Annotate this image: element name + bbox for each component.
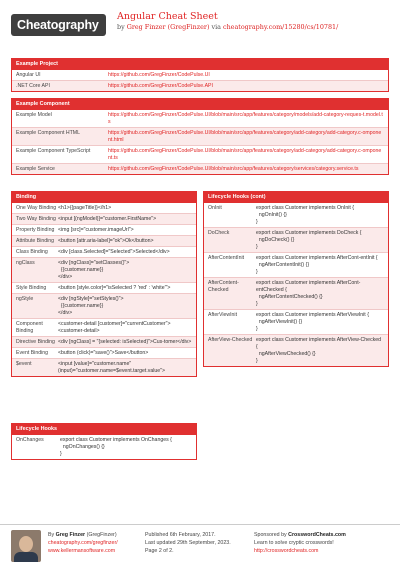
row-code: <div [ngClass]="setClasses()"> {{customer.name}} </div> [58, 259, 130, 280]
table-row [204, 203, 388, 228]
sponsor-tagline: Learn to solve cryptic crosswords! [254, 540, 334, 547]
table-row [12, 214, 196, 225]
row-code: export class Customer implements DoCheck { ngDoCheck() {} } [256, 229, 362, 250]
row-key: ngStyle [16, 295, 34, 302]
row-key: OnChanges [16, 436, 44, 443]
section-heading: Lifecycle Hooks (cont) [204, 192, 388, 203]
table-row [204, 253, 388, 278]
table-row [204, 278, 388, 310]
published-date: Published 6th February, 2017. [145, 532, 216, 538]
row-code: <input [value]="customer.name" (input)="customer.name=$event.target.value"> [58, 360, 166, 374]
table-row [12, 70, 388, 81]
page-number: Page 2 of 2. [145, 548, 174, 555]
row-key: AfterView-Checked [208, 336, 253, 343]
row-code: <div [ngClass] = "{selected: isSelected}">Cus-tomer</div> [58, 338, 192, 345]
row-key: Directive Binding [16, 338, 55, 345]
row-key: Example Service [16, 165, 55, 172]
table-row [12, 164, 388, 174]
table-row [12, 359, 196, 376]
row-code: <button [attr.aria-label]="ok">Ok</button> [58, 237, 154, 244]
row-link[interactable]: https://github.com/GregFinzer/CodePulse.UI/blob/main/src/app/features/category/add-category/add-category.c-omponent.html [108, 129, 382, 143]
row-code: export class Customer implements OnChanges { ngOnChanges() {} } [60, 436, 172, 457]
table-row [12, 435, 196, 459]
row-code: <div [class.Selected]="Selected">Selected</div> [58, 248, 170, 255]
row-code: export class Customer implements OnInit { ngOnInit() {} } [256, 204, 355, 225]
row-key: AfterContentInit [208, 254, 245, 261]
footer-author-url[interactable]: cheatography.com/gregfinzer/ [48, 540, 118, 547]
row-key: Example Component HTML [16, 129, 81, 136]
table-row [12, 81, 388, 91]
sponsor-prefix: Sponsored by [254, 532, 289, 538]
row-code: <img [src]="customer.imageUrl"> [58, 226, 134, 233]
footer-author-name[interactable]: Greg Finzer [55, 532, 86, 538]
table-row [12, 294, 196, 319]
row-link[interactable]: https://github.com/GregFinzer/CodePulse.UI/blob/main/src/app/features/category/services/category.service.ts [108, 165, 359, 172]
lifecycle-section [11, 423, 197, 460]
row-key: .NET Core API [16, 82, 50, 89]
table-row [12, 110, 388, 128]
avatar-face [19, 536, 33, 552]
table-row [12, 247, 196, 258]
byline-via: via [209, 23, 223, 31]
row-link[interactable]: https://github.com/GregFinzer/CodePulse.API [108, 82, 213, 89]
table-row [12, 236, 196, 247]
row-code: export class Customer implements AfterView-Checked { ngAfterViewChecked() {} } [256, 336, 382, 364]
row-key: Class Binding [16, 248, 48, 255]
example-project-section [11, 58, 389, 92]
sponsor-url[interactable]: http://crosswordcheats.com [254, 548, 319, 555]
row-key: Example Component TypeScript [16, 147, 91, 154]
cheatography-logo[interactable] [11, 14, 106, 36]
table-row [12, 225, 196, 236]
row-code: export class Customer implements AfterViewInit { ngAfterViewInit() {} } [256, 311, 369, 332]
row-code: <customer-detail [customer]="currentCustomer"> <customer-detail> [58, 320, 171, 334]
logo-text: Cheatography [17, 18, 99, 32]
byline [117, 23, 338, 32]
footer-site-link[interactable]: www.kellermansoftware.com [48, 548, 116, 555]
row-key: Attribute Binding [16, 237, 55, 244]
section-heading: Lifecycle Hooks [12, 424, 196, 435]
updated-date: Last updated 29th September, 2023. [145, 540, 231, 547]
table-row [204, 228, 388, 253]
row-code: export class Customer implements AfterCont-entChecked { ngAfterContentChecked() {} } [256, 279, 361, 307]
row-code: <div [ngStyle]="setStyles()"> {{customer.name}} </div> [58, 295, 124, 316]
sheet-url-link[interactable]: cheatography.com/15280/cs/10781/ [222, 23, 339, 31]
row-key: Style Binding [16, 284, 47, 291]
row-key: Property Binding [16, 226, 55, 233]
row-key: AfterContent-Checked [208, 279, 239, 293]
row-code: <button [style.color]="isSelected ? 'red' : 'white'"> [58, 284, 171, 291]
row-link[interactable]: https://github.com/GregFinzer/CodePulse.UI/blob/main/src/app/features/category/add-category/add-category.c-omponent.ts [108, 147, 382, 161]
row-link[interactable]: https://github.com/GregFinzer/CodePulse.UI [108, 71, 210, 78]
section-heading: Binding [12, 192, 196, 203]
row-key: OnInit [208, 204, 222, 211]
table-row [12, 319, 196, 337]
lifecycle-cont-section [203, 191, 389, 367]
row-key: Event Binding [16, 349, 49, 356]
row-key: Component Binding [16, 320, 43, 334]
row-code: <h1>{{pageTitle}}</h1> [58, 204, 112, 211]
row-code: <input [(ngModel)]="customer.FirstName"> [58, 215, 157, 222]
row-key: Two Way Binding [16, 215, 56, 222]
page-footer [0, 524, 400, 566]
page-title: Angular Cheat Sheet [117, 11, 218, 22]
row-code: <button (click)="save()">Save</button> [58, 349, 149, 356]
table-row [12, 128, 388, 146]
page-header [0, 0, 400, 48]
binding-section [11, 191, 197, 377]
table-row [12, 337, 196, 348]
by-label: By [48, 532, 56, 538]
row-key: AfterViewInit [208, 311, 238, 318]
row-code: export class Customer implements AfterCont-entInit { ngAfterContentInit() {} } [256, 254, 378, 275]
footer-handle: (GregFinzer) [85, 532, 117, 538]
row-key: $event [16, 360, 32, 367]
footer-sponsor [254, 531, 346, 556]
row-key: DoCheck [208, 229, 230, 236]
author-avatar [11, 530, 41, 562]
byline-prefix: by [117, 23, 127, 31]
table-row [12, 146, 388, 164]
table-row [12, 283, 196, 294]
avatar-torso [14, 552, 38, 562]
row-key: Example Model [16, 111, 52, 118]
row-key: ngClass [16, 259, 35, 266]
author-link[interactable]: Greg Finzer (GregFinzer) [126, 23, 210, 31]
row-key: Angular UI [16, 71, 41, 78]
table-row [12, 258, 196, 283]
sponsor-name[interactable]: CrosswordCheats.com [288, 532, 346, 538]
table-row [204, 310, 388, 335]
section-heading: Example Component [12, 99, 388, 110]
row-key: One Way Binding [16, 204, 57, 211]
row-link[interactable]: https://github.com/GregFinzer/CodePulse.UI/blob/main/src/app/features/category/models/add-category-reques-t.model.ts [108, 111, 383, 125]
section-heading: Example Project [12, 59, 388, 70]
footer-author [48, 531, 118, 556]
footer-dates [145, 531, 231, 556]
table-row [12, 348, 196, 359]
table-row [12, 203, 196, 214]
example-component-section [11, 98, 389, 175]
table-row [204, 335, 388, 366]
